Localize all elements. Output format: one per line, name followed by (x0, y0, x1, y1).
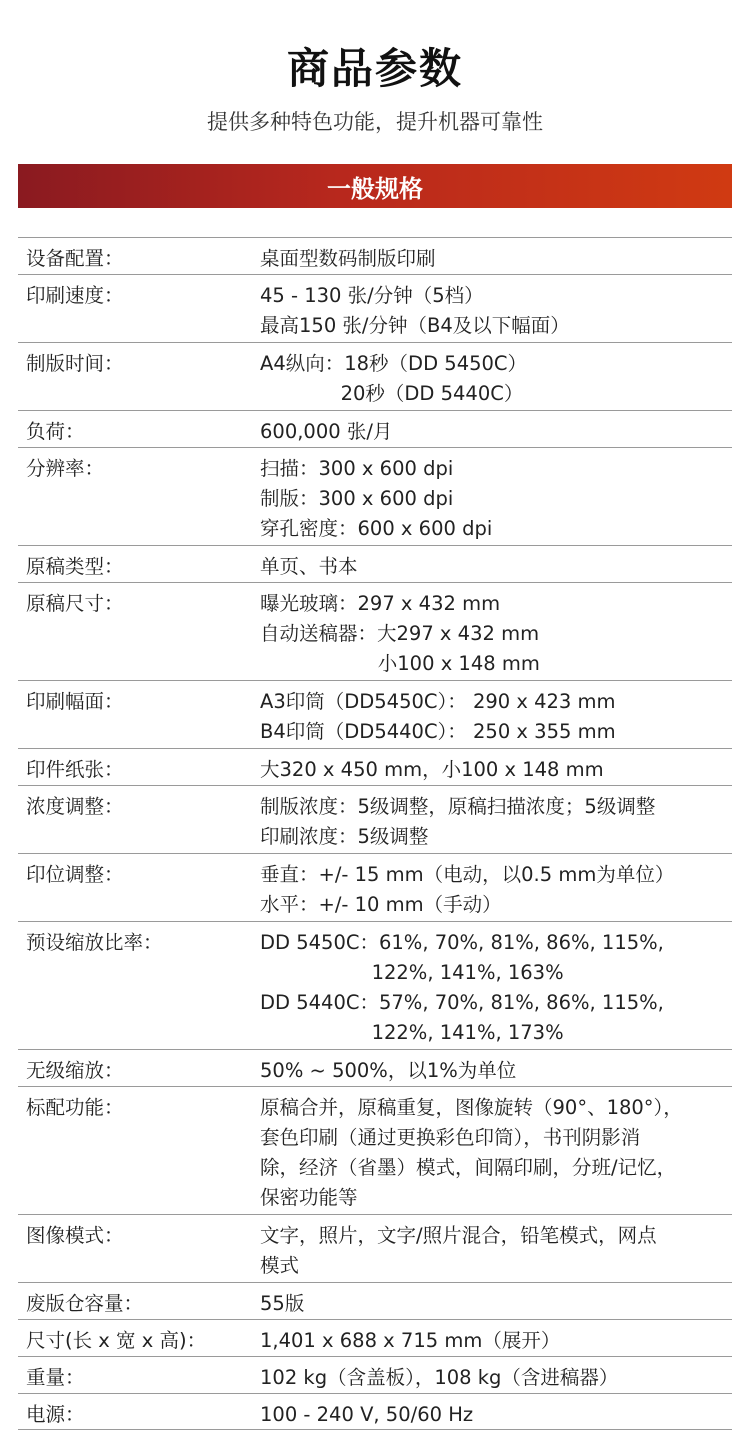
spec-value (260, 1221, 732, 1279)
spec-label: 图像模式： (26, 1224, 124, 1247)
spec-value-line: 扫描：300 x 600 dpi (260, 457, 454, 480)
spec-value (260, 1400, 732, 1426)
spec-label: 废版仓容量： (26, 1292, 144, 1315)
spec-value-line: 100 - 240 V, 50/60 Hz (260, 1403, 474, 1426)
page-title: 商品参数 (286, 44, 463, 93)
spec-label: 尺寸(长 x 宽 x 高)： (26, 1329, 207, 1352)
spec-table (18, 237, 732, 1430)
spec-value-line: DD 5450C：61%, 70%, 81%, 86%, 115%, (260, 931, 664, 954)
spec-value-line: 600,000 张/月 (260, 420, 393, 443)
spec-value (260, 244, 732, 271)
spec-label: 重量： (26, 1366, 85, 1389)
spec-value-line: 模式 (260, 1254, 300, 1277)
spec-label: 无级缩放： (26, 1059, 124, 1082)
spec-value-line: 1,401 x 688 x 715 mm（展开） (260, 1329, 561, 1352)
spec-value-line: B4印筒（DD5440C）： 250 x 355 mm (260, 720, 616, 743)
spec-value-line: 垂直：+/- 15 mm（电动，以0.5 mm为单位） (260, 863, 675, 886)
spec-label: 印刷速度： (26, 284, 124, 307)
spec-label: 浓度调整： (26, 795, 124, 818)
spec-value (260, 755, 732, 782)
spec-row (18, 1282, 732, 1319)
spec-value-line: 穿孔密度：600 x 600 dpi (260, 517, 493, 540)
spec-value-line: 自动送稿器：大297 x 432 mm (260, 622, 540, 645)
spec-label: 预设缩放比率： (26, 931, 163, 954)
spec-value (260, 1289, 732, 1316)
spec-label: 印件纸张： (26, 758, 124, 781)
spec-value-line: 50% ~ 500%，以1%为单位 (260, 1059, 517, 1082)
spec-value-line: 制版：300 x 600 dpi (260, 487, 454, 510)
spec-row (18, 785, 732, 853)
spec-value-line: 制版浓度：5级调整，原稿扫描浓度；5级调整 (260, 795, 656, 818)
spec-label: 制版时间： (26, 352, 124, 375)
spec-value-line: 文字，照片，文字/照片混合，铅笔模式，网点 (260, 1224, 657, 1247)
spec-value-line: 20秒（DD 5440C） (260, 382, 524, 405)
spec-value-line: 122%, 141%, 173% (260, 1021, 564, 1044)
spec-row (18, 1049, 732, 1086)
spec-label: 设备配置： (26, 247, 124, 270)
spec-value-line: 45 - 130 张/分钟（5档） (260, 284, 484, 307)
spec-row (18, 1356, 732, 1393)
spec-row (18, 748, 732, 785)
spec-row (18, 853, 732, 921)
spec-value (260, 1056, 732, 1083)
spec-label: 印刷幅面： (26, 690, 124, 713)
spec-label: 标配功能： (26, 1096, 124, 1119)
spec-value-line: 原稿合并，原稿重复，图像旋转（90°、180°）， (260, 1096, 683, 1119)
spec-row (18, 410, 732, 447)
spec-row (18, 342, 732, 410)
spec-value (260, 860, 732, 918)
spec-value (260, 281, 732, 339)
spec-value (260, 1326, 732, 1353)
page-subtitle: 提供多种特色功能，提升机器可靠性 (207, 110, 543, 134)
spec-row (18, 1393, 732, 1430)
spec-value (260, 454, 732, 542)
spec-value (260, 1093, 732, 1211)
spec-value-line: 保密功能等 (260, 1186, 358, 1209)
spec-value-line: 55版 (260, 1292, 305, 1315)
spec-value-line: 曝光玻璃：297 x 432 mm (260, 592, 501, 615)
spec-value-line: A3印筒（DD5450C）： 290 x 423 mm (260, 690, 616, 713)
spec-value (260, 552, 732, 579)
spec-label: 电源： (26, 1403, 85, 1426)
spec-value (260, 928, 732, 1046)
spec-value-line: 单页、书本 (260, 555, 358, 578)
spec-label: 原稿类型： (26, 555, 124, 578)
spec-value (260, 687, 732, 745)
spec-value-line: 除，经济（省墨）模式，间隔印刷，分班/记忆， (260, 1156, 677, 1179)
spec-value (260, 1363, 732, 1390)
spec-value (260, 589, 732, 677)
spec-row (18, 680, 732, 748)
spec-value-line: 102 kg（含盖板），108 kg（含进稿器） (260, 1366, 619, 1389)
spec-row (18, 582, 732, 680)
spec-value-line: DD 5440C：57%, 70%, 81%, 86%, 115%, (260, 991, 664, 1014)
spec-value (260, 792, 732, 850)
spec-row (18, 1214, 732, 1282)
spec-value-line: A4纵向：18秒（DD 5450C） (260, 352, 528, 375)
spec-label: 原稿尺寸： (26, 592, 124, 615)
spec-label: 分辨率： (26, 457, 105, 480)
spec-value-line: 最高150 张/分钟（B4及以下幅面） (260, 314, 570, 337)
spec-value-line: 印刷浓度：5级调整 (260, 825, 429, 848)
spec-row (18, 921, 732, 1049)
spec-row (18, 1086, 732, 1214)
spec-row (18, 1319, 732, 1356)
spec-value-line: 套色印刷（通过更换彩色印筒），书刊阴影消 (260, 1126, 641, 1149)
spec-value-line: 桌面型数码制版印刷 (260, 247, 436, 270)
spec-row (18, 447, 732, 545)
spec-label: 印位调整： (26, 863, 124, 886)
spec-value (260, 349, 732, 407)
spec-row (18, 545, 732, 582)
spec-value-line: 水平：+/- 10 mm（手动） (260, 893, 502, 916)
section-banner (18, 164, 732, 208)
spec-value-line: 大320 x 450 mm，小100 x 148 mm (260, 758, 604, 781)
spec-value (260, 417, 732, 444)
spec-value-line: 小100 x 148 mm (260, 652, 540, 675)
spec-row (18, 274, 732, 342)
spec-value-line: 122%, 141%, 163% (260, 961, 564, 984)
section-title: 一般规格 (327, 174, 423, 203)
spec-label: 负荷： (26, 420, 85, 443)
spec-row (18, 237, 732, 274)
